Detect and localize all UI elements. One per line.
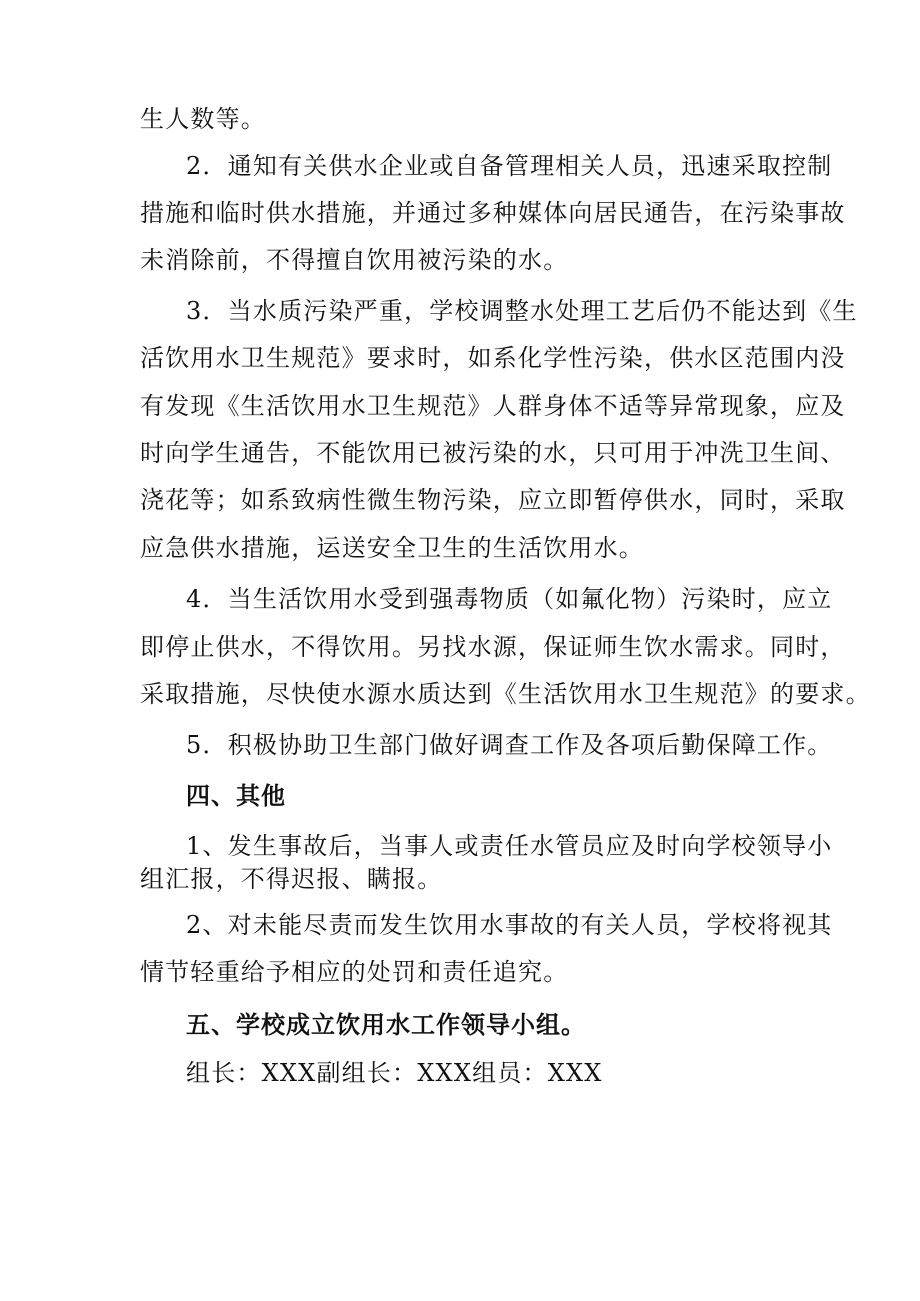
text-line: 采取措施，尽快使水源水质达到《生活饮用水卫生规范》的要求。 bbox=[140, 680, 871, 708]
text-line: 2．通知有关供水企业或自备管理相关人员，迅速采取控制 bbox=[186, 152, 833, 180]
text-line: 有发现《生活饮用水卫生规范》人群身体不适等异常现象，应及 bbox=[140, 392, 846, 420]
text-line: 4．当生活饮用水受到强毒物质（如氟化物）污染时，应立 bbox=[186, 585, 833, 613]
text-line: 1、发生事故后，当事人或责任水管员应及时向学校领导小 bbox=[186, 832, 833, 860]
text-line: 组汇报，不得迟报、瞒报。 bbox=[140, 865, 443, 893]
text-line: 5．积极协助卫生部门做好调查工作及各项后勤保障工作。 bbox=[186, 731, 833, 759]
text-line: 时向学生通告，不能饮用已被污染的水，只可用于冲洗卫生间、 bbox=[140, 439, 846, 467]
text-line: 3．当水质污染严重，学校调整水处理工艺后仍不能达到《生 bbox=[186, 297, 858, 325]
text-line: 应急供水措施，运送安全卫生的生活饮用水。 bbox=[140, 534, 644, 562]
text-line: 情节轻重给予相应的处罚和责任追究。 bbox=[140, 958, 569, 986]
section-heading: 五、学校成立饮用水工作领导小组。 bbox=[186, 1011, 586, 1039]
text-line: 2、对未能尽责而发生饮用水事故的有关人员，学校将视其 bbox=[186, 911, 833, 939]
text-line: 措施和临时供水措施，并通过多种媒体向居民通告，在污染事故 bbox=[140, 199, 846, 227]
text-line: 活饮用水卫生规范》要求时，如系化学性污染，供水区范围内没 bbox=[140, 344, 846, 372]
section-heading: 四、其他 bbox=[186, 782, 286, 810]
text-line: 浇花等；如系致病性微生物污染，应立即暂停供水，同时，采取 bbox=[140, 486, 846, 514]
text-line: 即停止供水，不得饮用。另找水源，保证师生饮水需求。同时， bbox=[140, 633, 846, 661]
text-line: 未消除前，不得擅自饮用被污染的水。 bbox=[140, 246, 569, 274]
text-line: 生人数等。 bbox=[140, 105, 266, 133]
text-line: 组长：XXX副组长：XXX组员：XXX bbox=[186, 1059, 603, 1087]
